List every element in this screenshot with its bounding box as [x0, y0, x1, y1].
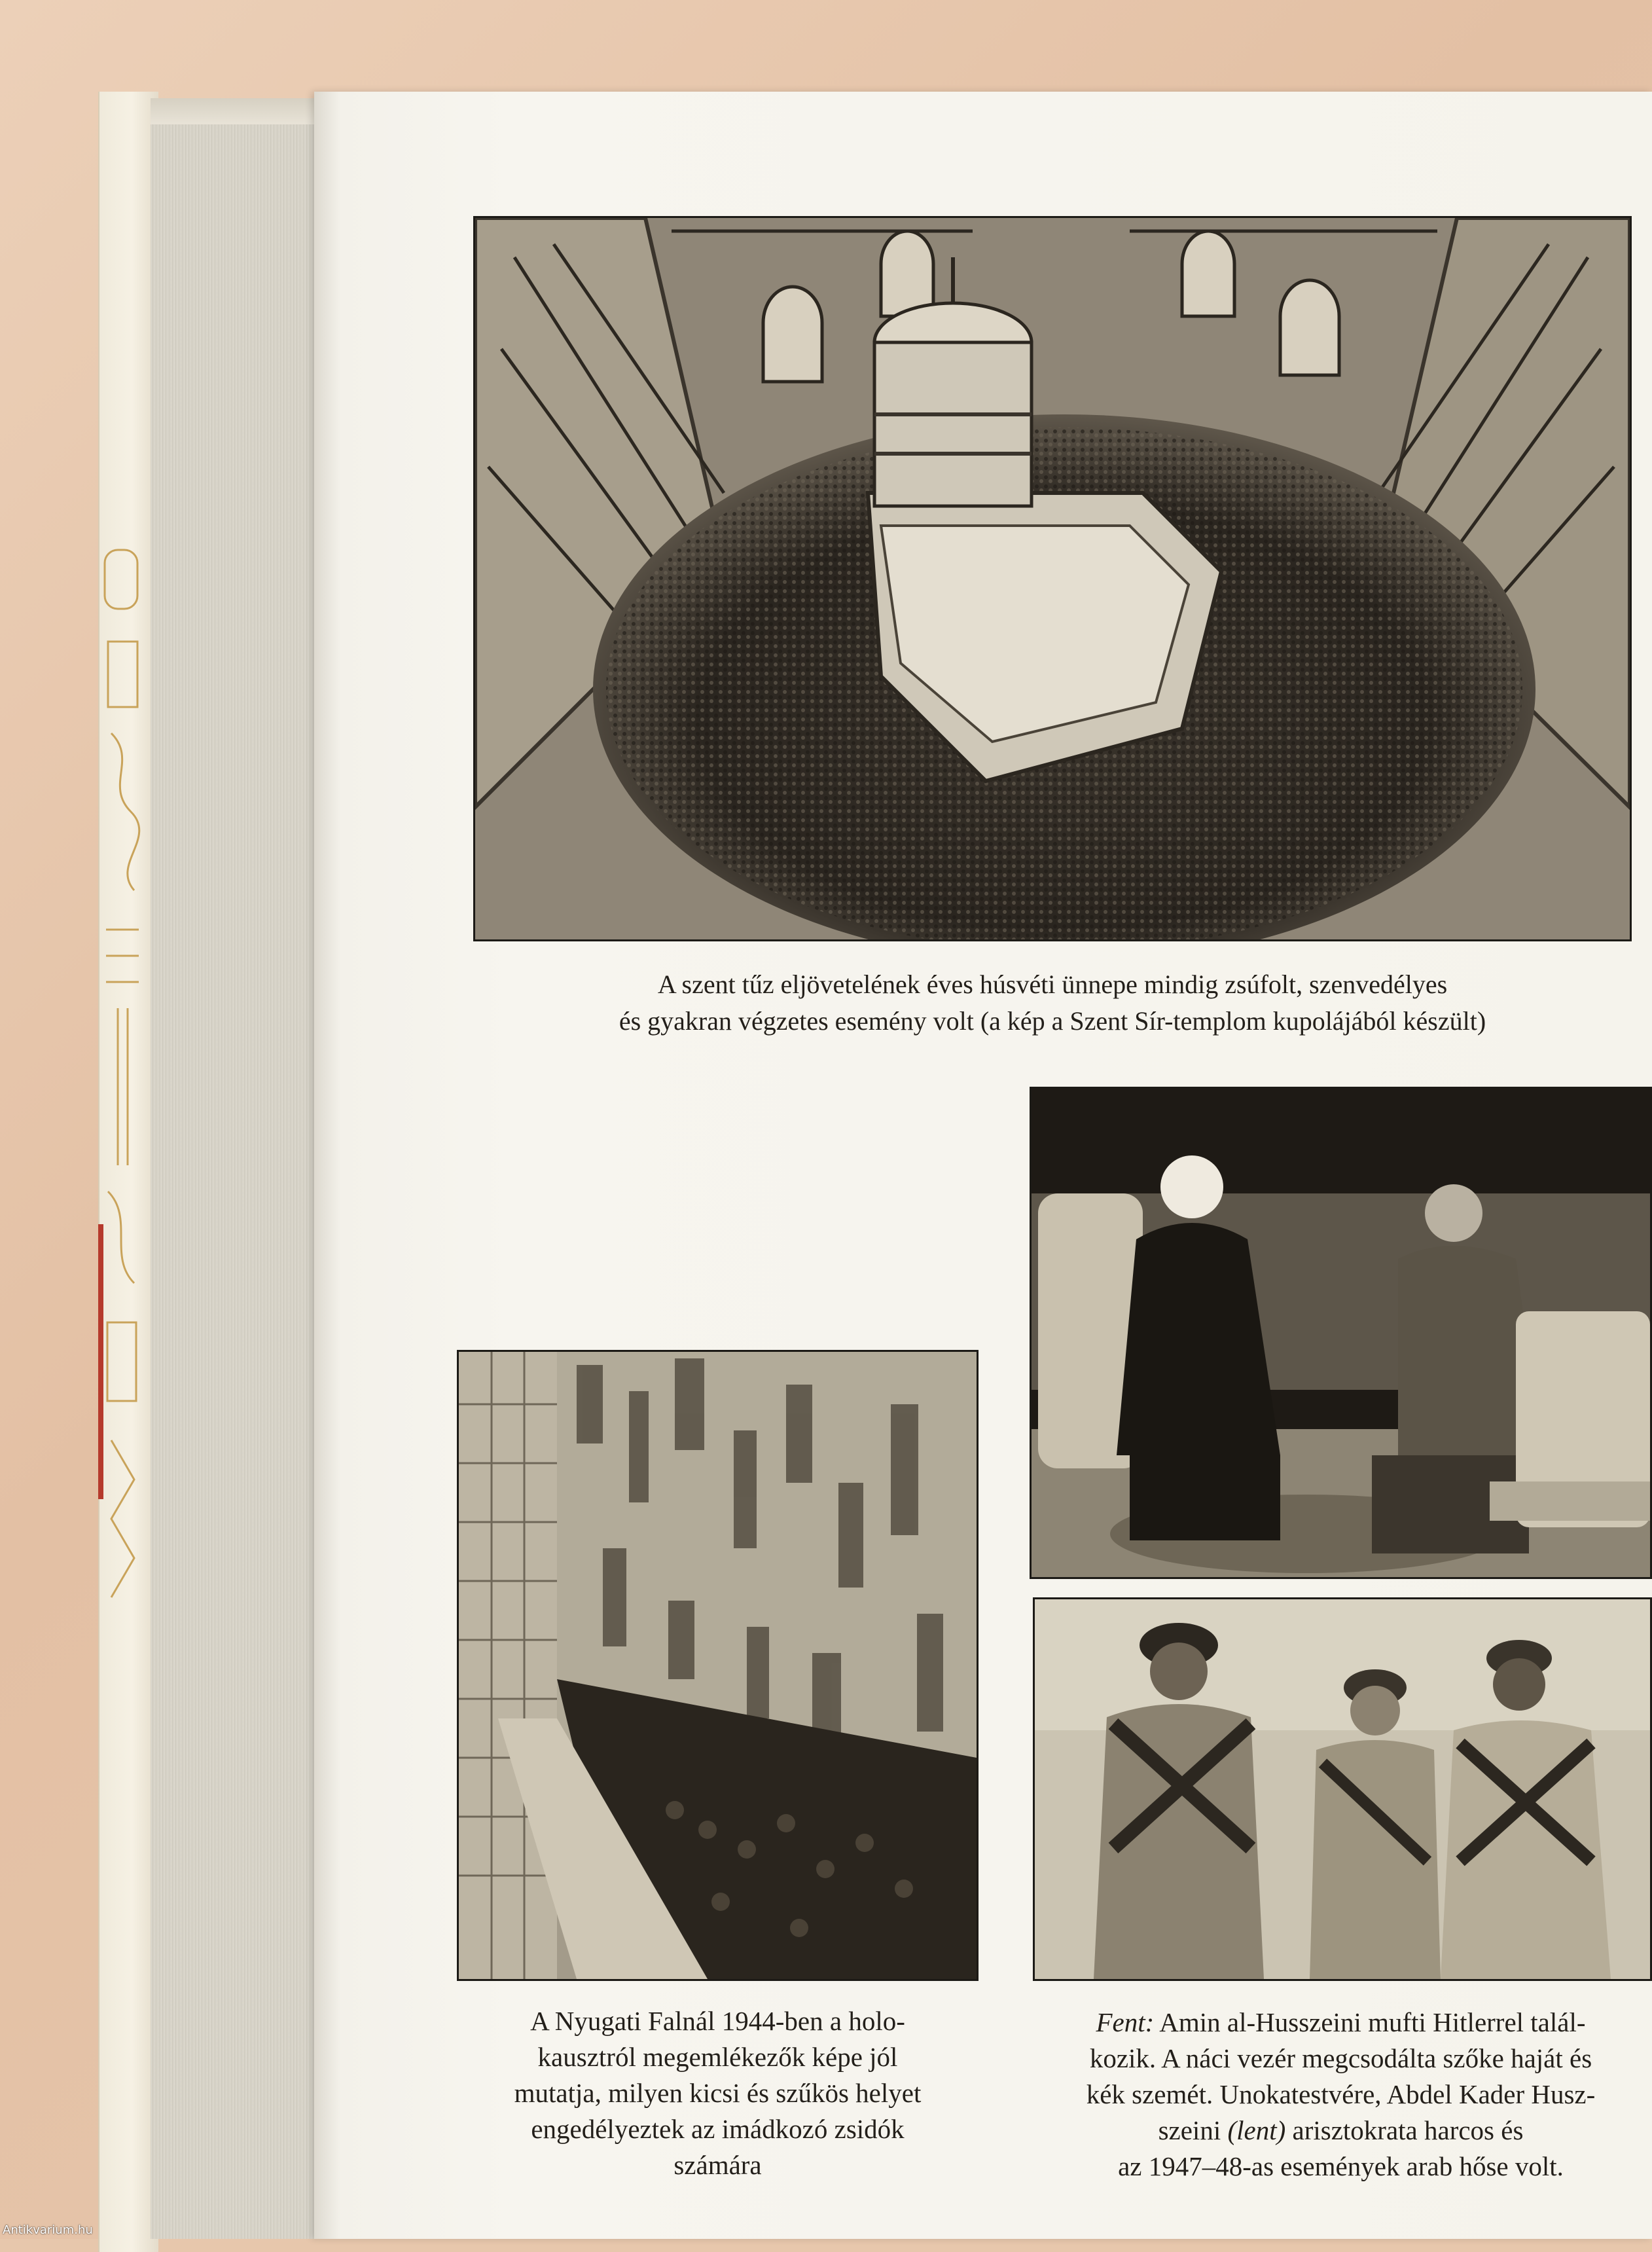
top-caption-line-2: és gyakran végzetes esemény volt (a kép a Szent Sír-templom kupolájából készült) — [619, 1006, 1486, 1036]
meeting-photo — [1030, 1087, 1652, 1579]
church-dome-photo — [473, 216, 1632, 941]
right-caption-line-2: kozik. A náci vezér megcsodálta szőke haját és — [1089, 2043, 1592, 2073]
right-caption-line-4-post: arisztokrata harcos és — [1285, 2115, 1524, 2145]
wall-caption-line-1: A Nyugati Falnál 1944-ben a holo- — [530, 2006, 905, 2036]
right-caption-line-5: az 1947–48-as események arab hőse volt. — [1118, 2151, 1564, 2181]
wall-caption-line-4: engedélyeztek az imádkozó zsidók — [531, 2114, 905, 2144]
right-caption-line-4-italic: (lent) — [1227, 2115, 1286, 2145]
mufti-hitler-meeting-photo-icon — [1032, 1089, 1650, 1577]
wall-caption — [457, 2003, 979, 2183]
top-caption-line-1: A szent tűz eljövetelének éves húsvéti ünnepe mindig zsúfolt, szenvedélyes — [657, 970, 1448, 999]
church-dome-crowd-photo-icon — [475, 218, 1630, 939]
wall-caption-line-3: mutatja, milyen kicsi és szűkös helyet — [514, 2078, 922, 2108]
fighters-photo — [1033, 1597, 1652, 1981]
wall-caption-line-2: kausztról megemlékezők képe jól — [537, 2042, 898, 2072]
top-caption — [473, 966, 1632, 1040]
right-caption-line-1-text: Amin al-Husszeini mufti Hitlerrel talál- — [1154, 2007, 1586, 2037]
gold-ornament-icon — [98, 537, 151, 1650]
right-caption-line-4-pre: szeini — [1158, 2115, 1228, 2145]
western-wall-photo — [457, 1350, 979, 1981]
arab-fighters-photo-icon — [1035, 1599, 1650, 1979]
right-caption-line-1 — [1030, 2005, 1652, 2041]
right-caption-line-3: kék szemét. Unokatestvére, Abdel Kader Husz- — [1086, 2079, 1596, 2109]
western-wall-photo-icon — [459, 1352, 977, 1979]
right-caption — [1030, 2005, 1652, 2185]
page-stack-top — [151, 98, 324, 124]
right-caption-line-4 — [1030, 2113, 1652, 2149]
page-stack-edge — [151, 98, 324, 2239]
watermark: Antikvarium.hu — [3, 2223, 93, 2237]
wall-caption-line-5: számára — [673, 2150, 762, 2180]
right-caption-prefix: Fent: — [1096, 2007, 1155, 2037]
